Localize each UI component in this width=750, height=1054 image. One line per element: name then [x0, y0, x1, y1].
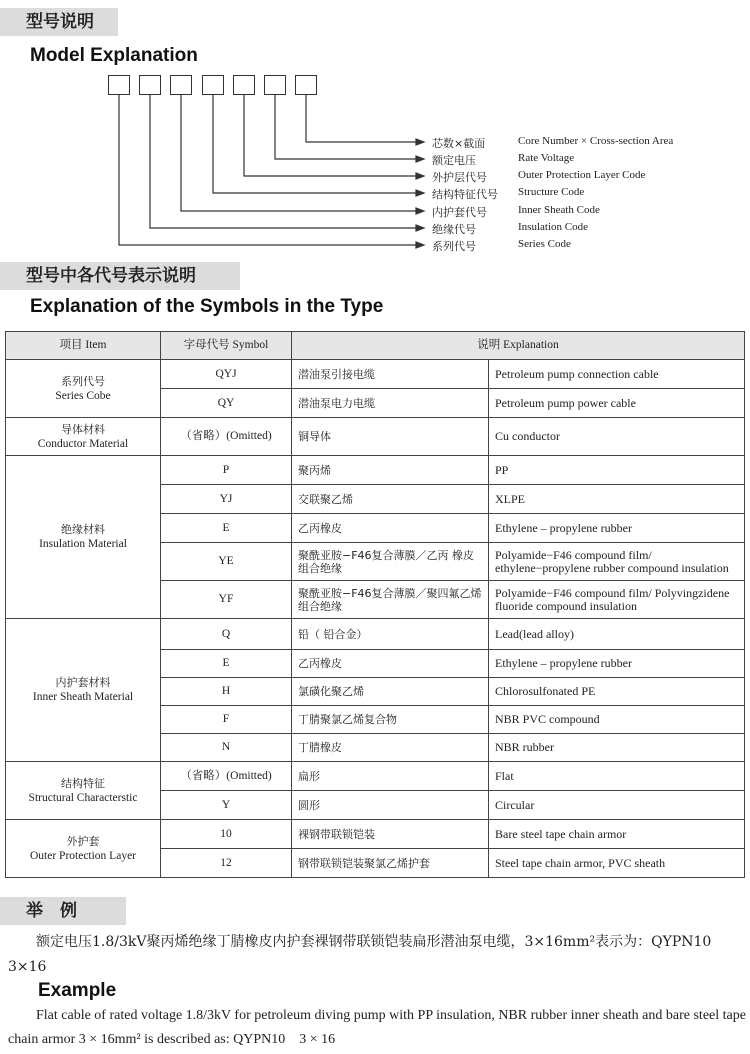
symbol-cell: N [161, 734, 292, 762]
explanation-en-cell: Ethylene – propylene rubber [489, 650, 745, 678]
symbol-cell: Q [161, 619, 292, 650]
symbol-cell: （省略）(Omitted) [161, 762, 292, 791]
item-cell [6, 820, 161, 878]
item-en: Structural Characterstic [28, 791, 138, 804]
explanation-en-cell: Polyamide−F46 compound film/ ethylene−propylene rubber compound insulation [489, 543, 745, 581]
legend-en: Rate Voltage [518, 152, 575, 164]
symbol-cell: Y [161, 791, 292, 820]
legend-en: Structure Code [518, 186, 585, 198]
symbols-heading-cn: 型号中各代号表示说明 [0, 262, 240, 290]
table-header-row [6, 332, 745, 360]
symbols-table [5, 331, 745, 878]
explanation-cn-cell: 丁腈橡皮 [292, 734, 489, 762]
legend-cn: 系列代号 [432, 240, 476, 253]
legend-cn: 芯数×截面 [432, 137, 486, 150]
explanation-cn-cell: 扁形 [292, 762, 489, 791]
item-cn: 结构特征 [61, 776, 105, 790]
table-row [6, 820, 745, 849]
explanation-en-cell: Circular [489, 791, 745, 820]
item-cn: 绝缘材料 [61, 523, 105, 536]
symbol-cell: 10 [161, 820, 292, 849]
model-heading-cn: 型号说明 [0, 8, 118, 36]
legend-cn: 结构特征代号 [432, 188, 498, 201]
model-leader-lines [0, 0, 750, 260]
explanation-cn-cell: 潜油泵电力电缆 [292, 389, 489, 418]
explanation-en-cell: Petroleum pump connection cable [489, 360, 745, 389]
explanation-cn-cell: 裸钢带联锁铠装 [292, 820, 489, 849]
header-item: 项目 Item [6, 332, 161, 360]
symbol-cell: QY [161, 389, 292, 418]
item-cell [6, 456, 161, 619]
explanation-cn-cell: 潜油泵引接电缆 [292, 360, 489, 389]
legend-en: Series Code [518, 238, 571, 250]
table-row [6, 456, 745, 485]
explanation-cn-cell: 铜导体 [292, 418, 489, 456]
item-en: Inner Sheath Material [32, 691, 134, 703]
example-heading-cn: 举 例 [0, 897, 126, 925]
explanation-en-cell: XLPE [489, 485, 745, 514]
symbol-cell: YJ [161, 485, 292, 514]
item-en: Insulation Material [39, 538, 127, 550]
explanation-cn-cell: 聚丙烯 [292, 456, 489, 485]
legend-cn: 外护层代号 [432, 171, 487, 184]
header-symbol: 字母代号 Symbol [161, 332, 292, 360]
legend-cn: 绝缘代号 [432, 223, 476, 236]
explanation-cn-cell: 聚酰亚胺−F46复合薄膜／乙丙 橡皮组合绝缘 [292, 543, 489, 581]
explanation-en-cell: Flat [489, 762, 745, 791]
explanation-en-cell: Polyamide−F46 compound film/ Polyvingzidene fluoride compound insulation [489, 581, 745, 619]
explanation-en-cell: Ethylene – propylene rubber [489, 514, 745, 543]
item-cn: 导体材料 [61, 422, 105, 436]
legend-en: Insulation Code [518, 221, 588, 233]
explanation-cn-cell: 丁腈聚氯乙烯复合物 [292, 706, 489, 734]
symbol-cell: H [161, 678, 292, 706]
explanation-cn-cell: 铅（ 铅合金） [292, 619, 489, 650]
explanation-en-cell: NBR PVC compound [489, 706, 745, 734]
explanation-cn-cell: 聚酰亚胺−F46复合薄膜／聚四氟乙烯组合绝缘 [292, 581, 489, 619]
table-row [6, 418, 745, 456]
symbol-cell: （省略）(Omitted) [161, 418, 292, 456]
explanation-cn-cell: 钢带联锁铠装聚氯乙烯护套 [292, 849, 489, 878]
legend-cn: 内护套代号 [432, 206, 487, 219]
example-text-cn: 额定电压1.8/3kV聚丙烯绝缘丁腈橡皮内护套裸钢带联锁铠装扁形潜油泵电缆，3×16mm²表示为：QYPN10 3×16 [8, 934, 726, 975]
item-cn: 内护套材料 [55, 676, 111, 689]
symbol-cell: E [161, 650, 292, 678]
symbols-table-body [6, 360, 745, 878]
table-row [6, 762, 745, 791]
item-cell [6, 762, 161, 820]
explanation-en-cell: Chlorosulfonated PE [489, 678, 745, 706]
symbol-cell: QYJ [161, 360, 292, 389]
symbol-cell: F [161, 706, 292, 734]
legend-en: Core Number × Cross-section Area [518, 135, 674, 147]
explanation-en-cell: Steel tape chain armor, PVC sheath [489, 849, 745, 878]
explanation-en-cell: Lead(lead alloy) [489, 619, 745, 650]
legend-en: Inner Sheath Code [518, 204, 600, 216]
item-en: Series Cobe [55, 389, 111, 402]
explanation-cn-cell: 圆形 [292, 791, 489, 820]
explanation-cn-cell: 乙丙橡皮 [292, 514, 489, 543]
explanation-en-cell: Petroleum pump power cable [489, 389, 745, 418]
explanation-cn-cell: 氯磺化聚乙烯 [292, 678, 489, 706]
symbol-cell: P [161, 456, 292, 485]
table-row [6, 619, 745, 650]
explanation-cn-cell: 乙丙橡皮 [292, 650, 489, 678]
symbol-cell: YE [161, 543, 292, 581]
explanation-cn-cell: 交联聚乙烯 [292, 485, 489, 514]
item-en: Conductor Material [37, 437, 129, 450]
explanation-en-cell: NBR rubber [489, 734, 745, 762]
legend-en: Outer Protection Layer Code [518, 169, 646, 181]
explanation-en-cell: Cu conductor [489, 418, 745, 456]
example-text-en: Flat cable of rated voltage 1.8/3kV for petroleum diving pump with PP insulation, NBR rubber inner sheath and bare steel tape chain armor 3 × 16mm² is described as: QYPN10 3 × 16 [8, 1008, 746, 1047]
legend-cn: 额定电压 [432, 154, 476, 167]
explanation-en-cell: PP [489, 456, 745, 485]
item-cell [6, 619, 161, 762]
item-cn: 系列代号 [61, 374, 105, 388]
explanation-en-cell: Bare steel tape chain armor [489, 820, 745, 849]
item-cell [6, 418, 161, 456]
symbol-cell: 12 [161, 849, 292, 878]
example-heading-en: Example [38, 980, 117, 1001]
header-explanation: 说明 Explanation [292, 332, 745, 360]
symbols-heading-en: Explanation of the Symbols in the Type [30, 296, 384, 317]
item-cn: 外护套 [66, 834, 100, 848]
symbol-cell: E [161, 514, 292, 543]
symbol-cell: YF [161, 581, 292, 619]
table-row [6, 360, 745, 389]
item-en: Outer Protection Layer [29, 849, 136, 862]
model-heading-en: Model Explanation [30, 45, 198, 66]
item-cell [6, 360, 161, 418]
